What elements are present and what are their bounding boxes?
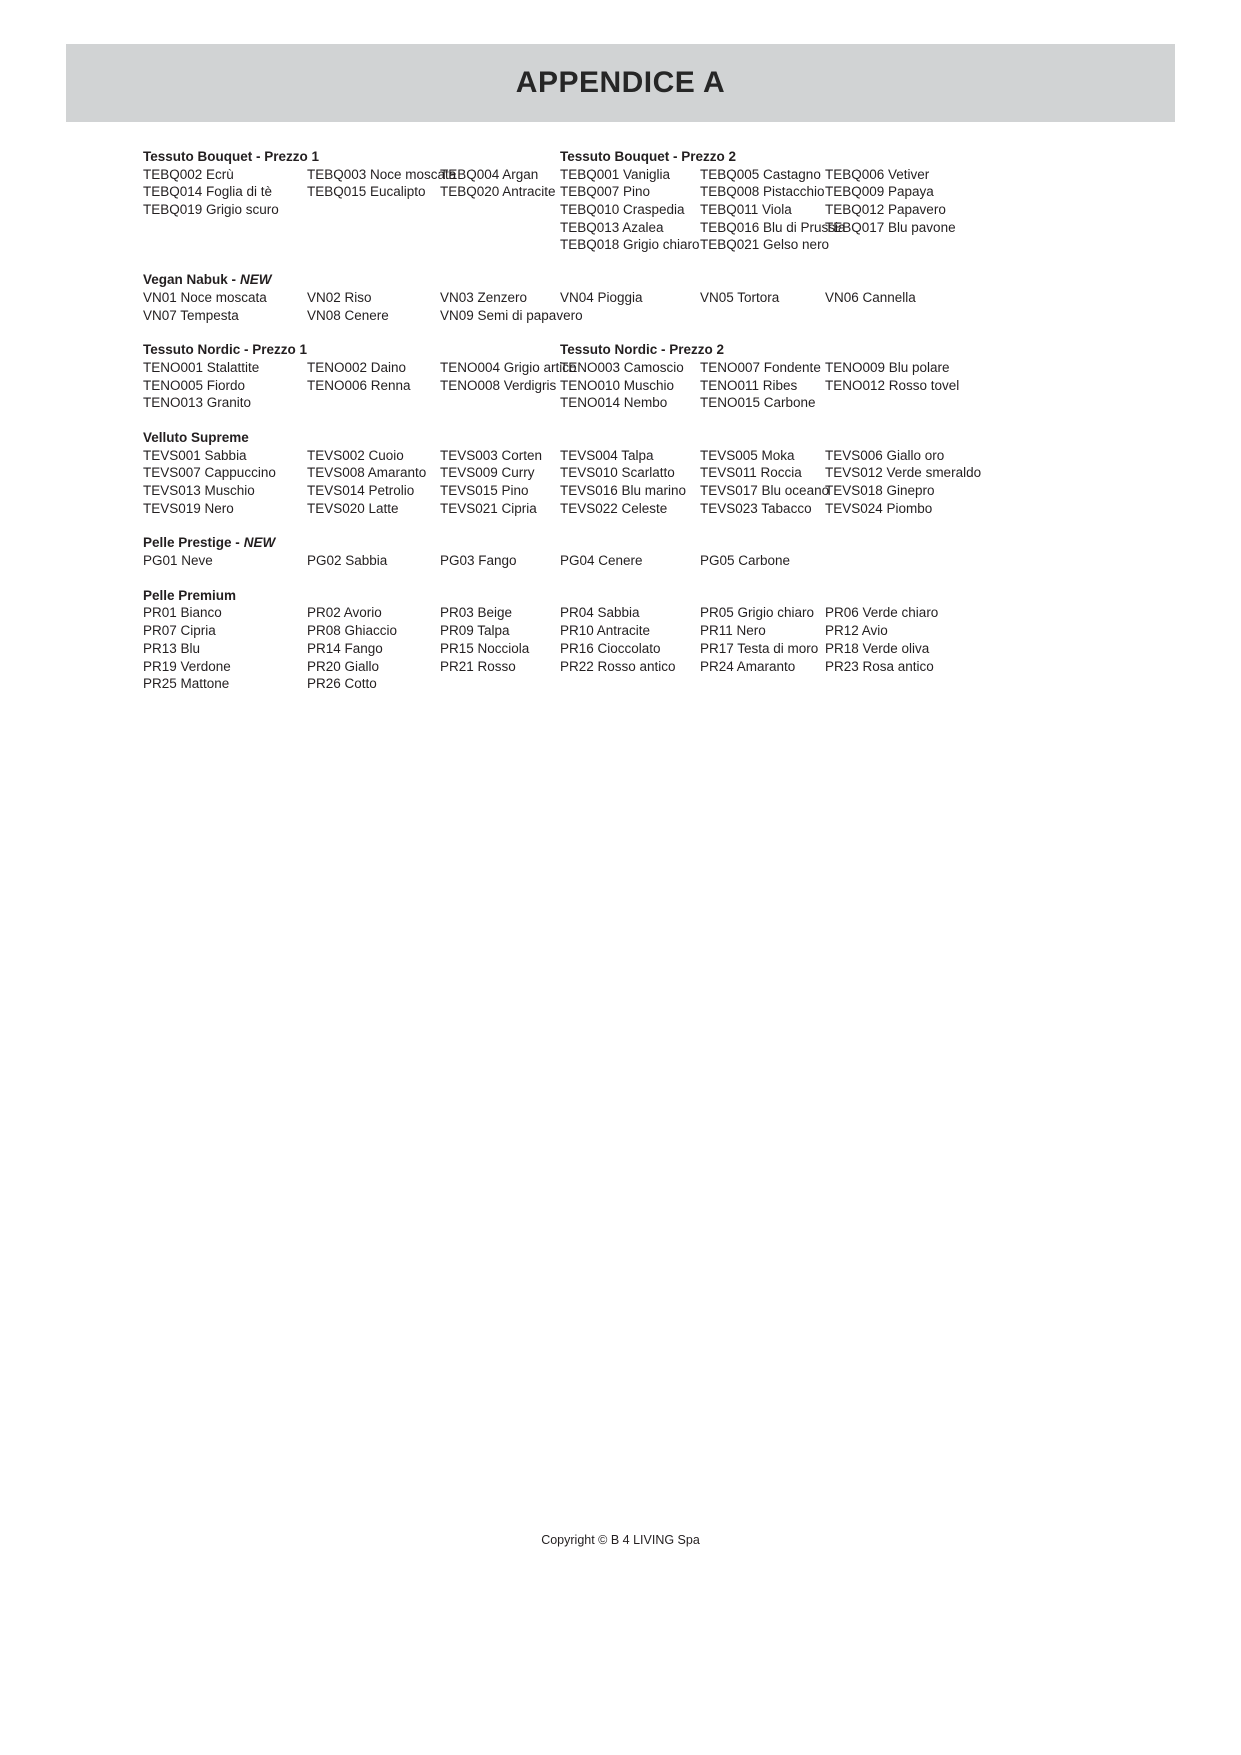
color-code-item: TENO004 Grigio artico: [440, 359, 577, 375]
color-code-item: TEBQ001 Vaniglia: [560, 166, 671, 182]
color-code-item: PR14 Fango: [307, 640, 383, 656]
section-heading: [560, 148, 1125, 166]
color-code-item: PR02 Avorio: [307, 605, 382, 621]
color-code-item: [825, 394, 1125, 412]
color-code-item: TEVS017 Blu oceano: [700, 483, 830, 498]
color-code-item: TEVS019 Nero: [143, 500, 234, 516]
color-code-item: PR16 Cioccolato: [560, 640, 661, 656]
color-code-item: TEVS005 Moka: [700, 447, 795, 463]
color-code-item: [825, 552, 1125, 570]
color-code-item: TENO009 Blu polare: [825, 359, 950, 375]
color-code-item: TENO005 Fiordo: [143, 377, 246, 393]
color-code-item: TENO008 Verdigris: [440, 377, 557, 393]
color-code-item: PR21 Rosso: [440, 658, 516, 674]
color-code-item: TEVS020 Latte: [307, 500, 399, 516]
color-code-item: TENO002 Daino: [307, 359, 407, 375]
color-code-item: [307, 236, 440, 254]
color-code-item: [825, 307, 1125, 325]
color-code-item: TEBQ004 Argan: [440, 166, 539, 182]
color-code-item: PR10 Antracite: [560, 623, 651, 639]
color-code-item: [307, 394, 440, 412]
section-heading-label: Tessuto Nordic - Prezzo 1: [143, 342, 308, 358]
color-code-item: TENO006 Renna: [307, 377, 411, 393]
color-code-item: PR17 Testa di moro: [700, 640, 819, 656]
color-code-item: TENO015 Carbone: [700, 395, 816, 411]
color-code-item: VN05 Tortora: [700, 289, 780, 305]
color-code-item: [560, 675, 700, 693]
color-code-item: TEBQ012 Papavero: [825, 202, 946, 218]
section-heading: [143, 271, 1125, 289]
color-code-item: TEVS023 Tabacco: [700, 500, 812, 516]
color-code-item: PR18 Verde oliva: [825, 640, 930, 656]
color-code-item: [825, 675, 1125, 693]
section-band: [143, 429, 1133, 517]
color-code-item: PR09 Talpa: [440, 623, 510, 639]
color-code-item: VN04 Pioggia: [560, 289, 643, 305]
color-code-item: [700, 307, 825, 325]
section-heading-label: Tessuto Nordic - Prezzo 2: [560, 342, 725, 358]
color-code-item: TEBQ013 Azalea: [560, 219, 664, 235]
section-heading: [143, 341, 560, 359]
new-badge: NEW: [240, 272, 272, 288]
color-code-item: TEVS024 Piombo: [825, 500, 933, 516]
color-code-item: PR04 Sabbia: [560, 605, 640, 621]
color-code-item: PR11 Nero: [700, 623, 766, 639]
color-code-item: TENO011 Ribes: [700, 377, 798, 393]
color-code-item: TEVS006 Giallo oro: [825, 447, 945, 463]
color-code-item: TENO007 Fondente: [700, 359, 821, 375]
section-heading-label: Vegan Nabuk -: [143, 272, 237, 288]
section-band: [143, 271, 1133, 324]
color-code-item: TEVS002 Cuoio: [307, 447, 404, 463]
color-code-item: PR15 Nocciola: [440, 640, 530, 656]
color-code-item: TEBQ006 Vetiver: [825, 166, 930, 182]
color-code-item: TEBQ017 Blu pavone: [825, 219, 956, 235]
color-code-item: TENO012 Rosso tovel: [825, 377, 960, 393]
color-code-item: PG04 Cenere: [560, 553, 643, 569]
color-code-item: TEVS003 Corten: [440, 447, 543, 463]
section-heading-label: Tessuto Bouquet - Prezzo 2: [560, 149, 737, 164]
color-code-item: [440, 236, 560, 254]
color-code-lists: [143, 148, 1133, 710]
color-code-item: [440, 219, 560, 237]
page-footer: [0, 1533, 1241, 1547]
color-code-item: TEVS015 Pino: [440, 483, 529, 498]
color-code-item: TENO010 Muschio: [560, 377, 675, 393]
section-heading: [143, 587, 1125, 605]
color-code-item: PG05 Carbone: [700, 553, 791, 569]
color-code-item: [560, 307, 700, 325]
color-code-item: PR06 Verde chiaro: [825, 605, 939, 621]
color-code-item: TEVS008 Amaranto: [307, 465, 427, 481]
color-code-item: TEVS013 Muschio: [143, 483, 255, 498]
color-code-item: TEBQ007 Pino: [560, 184, 651, 200]
color-code-item: TEVS022 Celeste: [560, 500, 668, 516]
color-code-item: [825, 236, 1125, 254]
color-code-item: TEVS021 Cipria: [440, 500, 537, 516]
color-code-item: TEBQ009 Papaya: [825, 184, 934, 200]
color-code-item: PG02 Sabbia: [307, 553, 388, 569]
section-heading: [143, 429, 1125, 447]
section-heading: [143, 148, 560, 166]
color-code-item: PR08 Ghiaccio: [307, 623, 398, 639]
color-code-item: PG03 Fango: [440, 553, 517, 569]
color-code-item: [700, 675, 825, 693]
color-code-item: [307, 201, 440, 219]
color-code-item: VN03 Zenzero: [440, 289, 528, 305]
color-code-item: TEBQ015 Eucalipto: [307, 184, 426, 200]
section-heading-label: Pelle Premium: [143, 587, 237, 603]
section-band: [143, 534, 1133, 569]
color-code-item: TEBQ018 Grigio chiaro: [560, 237, 700, 253]
color-code-item: TEBQ021 Gelso nero: [700, 237, 830, 253]
color-code-item: TEBQ019 Grigio scuro: [143, 202, 279, 218]
color-code-item: TEVS001 Sabbia: [143, 447, 247, 463]
color-code-item: PR25 Mattone: [143, 676, 230, 692]
color-code-item: TEVS012 Verde smeraldo: [825, 465, 982, 481]
copyright-text: Copyright © B 4 LIVING Spa: [541, 1533, 700, 1547]
color-code-item: PR07 Cipria: [143, 623, 216, 639]
color-code-item: PR13 Blu: [143, 640, 201, 656]
color-code-item: [440, 394, 560, 412]
section-band: [143, 341, 1133, 412]
color-code-item: PR23 Rosa antico: [825, 658, 934, 674]
color-code-item: TEBQ010 Craspedia: [560, 202, 685, 218]
header-banner: [66, 44, 1175, 122]
color-code-item: [143, 236, 307, 254]
color-code-item: TEVS011 Roccia: [700, 465, 802, 481]
color-code-item: TENO013 Granito: [143, 395, 252, 411]
color-code-item: PR19 Verdone: [143, 658, 231, 674]
color-code-item: PR03 Beige: [440, 605, 513, 621]
color-code-item: PR12 Avio: [825, 623, 888, 639]
page-title: APPENDICE A: [515, 66, 726, 99]
color-code-item: PG01 Neve: [143, 553, 213, 569]
color-code-item: TENO003 Camoscio: [560, 359, 684, 375]
color-code-item: VN02 Riso: [307, 289, 372, 305]
color-code-item: VN09 Semi di papavero: [440, 307, 583, 323]
color-code-item: TEBQ003 Noce moscata: [307, 166, 457, 182]
color-code-item: TEVS010 Scarlatto: [560, 465, 675, 481]
color-code-item: VN01 Noce moscata: [143, 289, 267, 305]
color-code-item: [440, 201, 560, 219]
color-code-item: TEBQ016 Blu di Prussia: [700, 219, 846, 235]
color-code-item: TENO001 Stalattite: [143, 359, 260, 375]
color-code-item: TEBQ005 Castagno: [700, 166, 821, 182]
color-code-item: PR24 Amaranto: [700, 658, 796, 674]
color-code-item: [143, 219, 307, 237]
color-code-item: PR22 Rosso antico: [560, 658, 676, 674]
color-code-item: TEBQ011 Viola: [700, 202, 792, 218]
color-code-item: [307, 219, 440, 237]
color-code-item: PR26 Cotto: [307, 676, 377, 692]
color-code-item: PR01 Bianco: [143, 605, 222, 621]
color-code-item: TEBQ008 Pistacchio: [700, 184, 825, 200]
section-band: [143, 587, 1133, 693]
color-code-item: TEBQ020 Antracite: [440, 184, 556, 200]
color-code-item: TEVS014 Petrolio: [307, 483, 415, 498]
color-code-item: TEVS004 Talpa: [560, 447, 654, 463]
color-code-item: TEVS018 Ginepro: [825, 483, 935, 498]
new-badge: NEW: [243, 535, 276, 551]
color-code-item: TEVS007 Cappuccino: [143, 465, 276, 481]
color-code-item: PR20 Giallo: [307, 658, 380, 674]
color-code-item: [440, 675, 560, 693]
section-heading: [560, 341, 1125, 359]
section-heading: [143, 534, 1125, 552]
section-heading-label: Velluto Supreme: [143, 429, 249, 445]
color-code-item: TEBQ002 Ecrù: [143, 166, 234, 182]
color-code-item: VN07 Tempesta: [143, 307, 239, 323]
color-code-item: PR05 Grigio chiaro: [700, 605, 815, 621]
color-code-item: TEBQ014 Foglia di tè: [143, 184, 273, 200]
color-code-item: VN08 Cenere: [307, 307, 389, 323]
section-band: [143, 148, 1133, 254]
section-heading-label: Pelle Prestige -: [143, 535, 240, 551]
section-heading-label: Tessuto Bouquet - Prezzo 1: [143, 149, 320, 164]
color-code-item: VN06 Cannella: [825, 289, 916, 305]
color-code-item: TEVS016 Blu marino: [560, 483, 687, 498]
color-code-item: TEVS009 Curry: [440, 465, 535, 481]
color-code-item: TENO014 Nembo: [560, 395, 668, 411]
